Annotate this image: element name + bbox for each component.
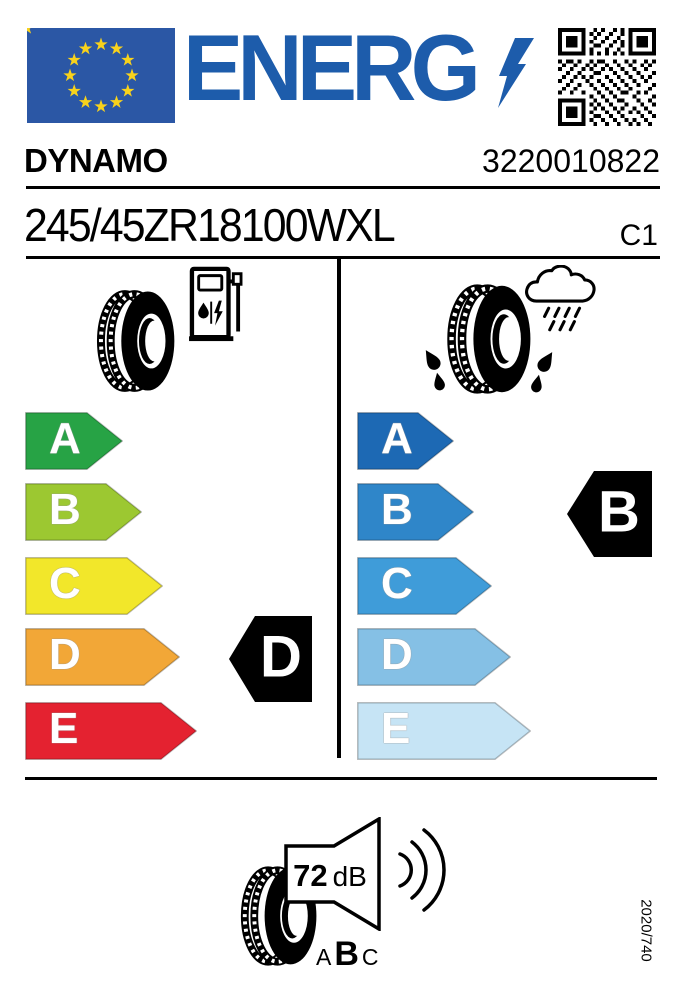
fuel-class-b-arrow <box>25 483 142 541</box>
wet-grip-rating-arrow <box>566 470 653 558</box>
lightning-bolt-icon <box>498 38 534 108</box>
qr-code <box>556 28 658 126</box>
fuel-rating-letter: D <box>260 624 302 690</box>
fuel-class-d-arrow <box>25 628 180 686</box>
eu-flag-icon <box>27 28 175 123</box>
fuel-pump-icon <box>189 266 243 343</box>
wet-grip-class-label: B <box>381 485 413 535</box>
noise-value: 72 <box>293 858 328 893</box>
tire-icon <box>93 286 177 396</box>
sound-waves-icon <box>394 818 446 922</box>
divider-line <box>26 256 660 259</box>
fuel-class-e-arrow <box>25 702 197 760</box>
column-divider <box>337 258 341 758</box>
noise-class-a: A <box>316 944 332 970</box>
noise-value-box <box>286 860 374 891</box>
rain-cloud-icon <box>523 265 597 335</box>
noise-class-scale <box>316 937 379 971</box>
wet-grip-class-c-arrow <box>357 557 492 615</box>
fuel-class-label: D <box>49 630 81 680</box>
energy-logo-text: ENERG <box>183 15 476 120</box>
wet-grip-class-b-arrow <box>357 483 474 541</box>
fuel-class-c-arrow <box>25 557 163 615</box>
wet-grip-class-a-arrow <box>357 412 454 470</box>
tire-class: C1 <box>619 219 658 252</box>
fuel-rating-arrow <box>228 615 313 703</box>
fuel-class-a-arrow <box>25 412 123 470</box>
fuel-class-label: C <box>49 559 81 609</box>
fuel-class-label: A <box>49 414 81 464</box>
divider-line <box>25 777 657 780</box>
wet-grip-rating-letter: B <box>598 479 640 545</box>
fuel-class-label: E <box>49 704 79 754</box>
tire-dimensions: 245/45ZR18100WXL <box>24 199 394 251</box>
divider-line <box>26 186 660 189</box>
wet-grip-class-d-arrow <box>357 628 511 686</box>
wet-grip-class-label: D <box>381 630 413 680</box>
noise-class-c: C <box>361 944 379 970</box>
wet-grip-class-e-arrow <box>357 702 531 760</box>
wet-grip-class-label: C <box>381 559 413 609</box>
brand-name: DYNAMO <box>24 142 168 179</box>
fuel-class-label: B <box>49 485 81 535</box>
wet-grip-class-label: A <box>381 414 413 464</box>
noise-unit: dB <box>332 861 367 892</box>
regulation-number: 2020/740 <box>637 899 655 962</box>
article-number: 3220010822 <box>482 143 660 179</box>
noise-class-b: B <box>334 935 359 973</box>
wet-grip-class-label: E <box>381 704 411 754</box>
